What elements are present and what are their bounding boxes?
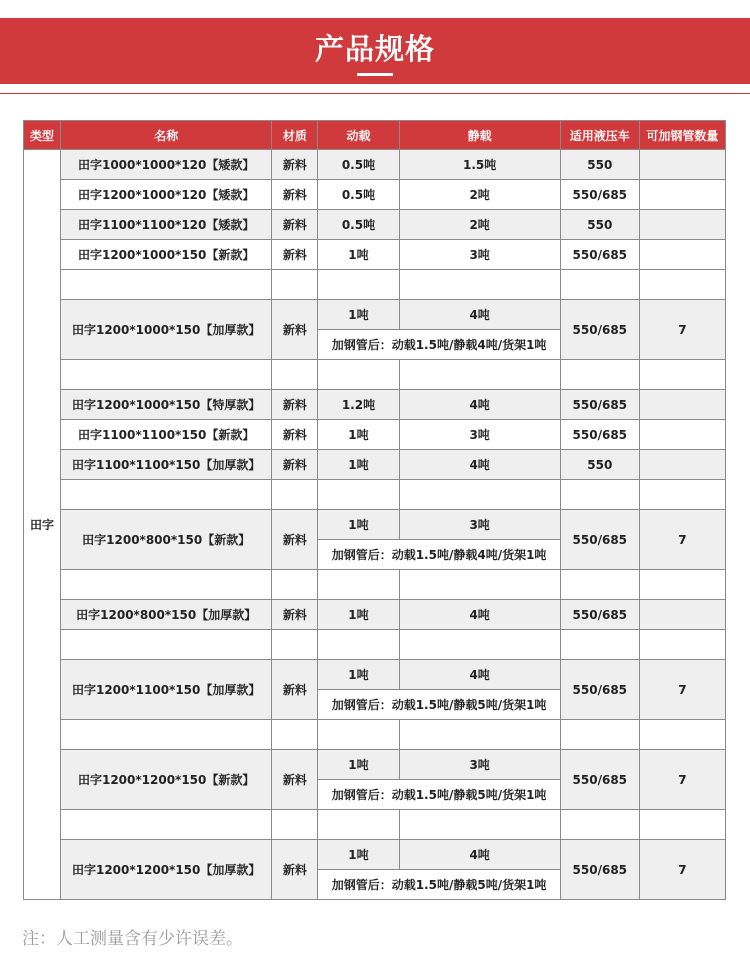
- steel-tube-note: 加钢管后：动载1.5吨/静载5吨/货架1吨: [318, 870, 560, 900]
- pallet-truck: 550/685: [560, 420, 639, 450]
- static-load: 3吨: [399, 510, 560, 540]
- spacer-cell: [318, 360, 399, 390]
- table-row: [24, 510, 726, 540]
- spacer-cell: [272, 270, 318, 300]
- dynamic-load: 1吨: [318, 840, 399, 870]
- material: 新料: [272, 840, 318, 900]
- table-row: [24, 210, 726, 240]
- material: 新料: [272, 390, 318, 420]
- header-type: 类型: [24, 121, 61, 150]
- spacer-cell: [61, 270, 272, 300]
- spacer-cell: [639, 480, 725, 510]
- static-load: 4吨: [399, 300, 560, 330]
- table-row: [24, 150, 726, 180]
- spacer-row: [24, 270, 726, 300]
- product-name: 田字1200*1200*150【加厚款】: [61, 840, 272, 900]
- pallet-truck: 550/685: [560, 600, 639, 630]
- product-name: 田字1200*1100*150【加厚款】: [61, 660, 272, 720]
- material: 新料: [272, 510, 318, 570]
- pallet-truck: 550/685: [560, 510, 639, 570]
- material: 新料: [272, 750, 318, 810]
- dynamic-load: 1吨: [318, 450, 399, 480]
- dynamic-load: 1吨: [318, 240, 399, 270]
- product-name: 田字1200*800*150【加厚款】: [61, 600, 272, 630]
- spacer-cell: [560, 570, 639, 600]
- steel-tube-count: [639, 600, 725, 630]
- table-body: [24, 150, 726, 900]
- material: 新料: [272, 180, 318, 210]
- static-load: 2吨: [399, 210, 560, 240]
- product-name: 田字1200*800*150【新款】: [61, 510, 272, 570]
- spacer-row: [24, 630, 726, 660]
- static-load: 1.5吨: [399, 150, 560, 180]
- spec-table: [23, 120, 726, 900]
- title-banner: [0, 18, 750, 84]
- spacer-cell: [399, 810, 560, 840]
- product-name: 田字1200*1000*150【特厚款】: [61, 390, 272, 420]
- table-row: [24, 390, 726, 420]
- steel-tube-note: 加钢管后：动载1.5吨/静载4吨/货架1吨: [318, 540, 560, 570]
- spacer-cell: [61, 360, 272, 390]
- steel-tube-count: [639, 420, 725, 450]
- dynamic-load: 0.5吨: [318, 180, 399, 210]
- spacer-cell: [639, 570, 725, 600]
- spacer-cell: [560, 630, 639, 660]
- dynamic-load: 1吨: [318, 600, 399, 630]
- spacer-row: [24, 810, 726, 840]
- header-dynamic-load: 动载: [318, 121, 399, 150]
- material: 新料: [272, 150, 318, 180]
- static-load: 3吨: [399, 240, 560, 270]
- table-row: [24, 660, 726, 690]
- spacer-row: [24, 720, 726, 750]
- table-row: [24, 450, 726, 480]
- spacer-cell: [318, 270, 399, 300]
- static-load: 2吨: [399, 180, 560, 210]
- spacer-cell: [560, 720, 639, 750]
- divider-line: [0, 93, 750, 94]
- steel-tube-count: [639, 390, 725, 420]
- dynamic-load: 1.2吨: [318, 390, 399, 420]
- dynamic-load: 0.5吨: [318, 150, 399, 180]
- steel-tube-note: 加钢管后：动载1.5吨/静载5吨/货架1吨: [318, 780, 560, 810]
- spacer-cell: [272, 360, 318, 390]
- pallet-truck: 550/685: [560, 390, 639, 420]
- footnote: 注：人工测量含有少许误差。: [22, 929, 243, 949]
- table-row: [24, 600, 726, 630]
- steel-tube-count: [639, 240, 725, 270]
- table-row: [24, 180, 726, 210]
- spacer-cell: [61, 720, 272, 750]
- page-title: 产品规格: [314, 32, 435, 66]
- static-load: 3吨: [399, 750, 560, 780]
- material: 新料: [272, 300, 318, 360]
- type-cell: 田字: [24, 150, 61, 900]
- spacer-cell: [272, 720, 318, 750]
- table-row: [24, 300, 726, 330]
- table-row: [24, 750, 726, 780]
- spacer-cell: [61, 480, 272, 510]
- spacer-cell: [399, 630, 560, 660]
- spacer-cell: [61, 570, 272, 600]
- product-name: 田字1100*1100*150【加厚款】: [61, 450, 272, 480]
- header-material: 材质: [272, 121, 318, 150]
- pallet-truck: 550/685: [560, 750, 639, 810]
- spacer-cell: [399, 360, 560, 390]
- spacer-cell: [318, 810, 399, 840]
- spacer-cell: [639, 630, 725, 660]
- pallet-truck: 550/685: [560, 180, 639, 210]
- material: 新料: [272, 450, 318, 480]
- pallet-truck: 550/685: [560, 300, 639, 360]
- table-header-row: [24, 121, 726, 150]
- steel-tube-note: 加钢管后：动载1.5吨/静载4吨/货架1吨: [318, 330, 560, 360]
- spacer-cell: [560, 270, 639, 300]
- dynamic-load: 1吨: [318, 750, 399, 780]
- product-name: 田字1200*1000*150【新款】: [61, 240, 272, 270]
- product-name: 田字1200*1000*120【矮款】: [61, 180, 272, 210]
- header-steel-tube-count: 可加钢管数量: [639, 121, 725, 150]
- steel-tube-count: 7: [639, 750, 725, 810]
- spacer-cell: [272, 480, 318, 510]
- static-load: 4吨: [399, 840, 560, 870]
- pallet-truck: 550/685: [560, 660, 639, 720]
- steel-tube-count: [639, 210, 725, 240]
- product-name: 田字1100*1100*120【矮款】: [61, 210, 272, 240]
- steel-tube-count: [639, 150, 725, 180]
- spacer-cell: [272, 570, 318, 600]
- spacer-cell: [639, 810, 725, 840]
- dynamic-load: 1吨: [318, 660, 399, 690]
- spacer-cell: [399, 480, 560, 510]
- static-load: 4吨: [399, 660, 560, 690]
- header-name: 名称: [61, 121, 272, 150]
- material: 新料: [272, 660, 318, 720]
- steel-tube-note: 加钢管后：动载1.5吨/静载5吨/货架1吨: [318, 690, 560, 720]
- spacer-row: [24, 360, 726, 390]
- steel-tube-count: 7: [639, 510, 725, 570]
- steel-tube-count: 7: [639, 660, 725, 720]
- steel-tube-count: [639, 450, 725, 480]
- table-row: [24, 420, 726, 450]
- header-static-load: 静载: [399, 121, 560, 150]
- dynamic-load: 0.5吨: [318, 210, 399, 240]
- material: 新料: [272, 600, 318, 630]
- spacer-cell: [61, 810, 272, 840]
- product-name: 田字1100*1100*150【新款】: [61, 420, 272, 450]
- spacer-cell: [272, 630, 318, 660]
- steel-tube-count: 7: [639, 840, 725, 900]
- spacer-cell: [399, 720, 560, 750]
- table-row: [24, 240, 726, 270]
- pallet-truck: 550: [560, 210, 639, 240]
- spacer-cell: [639, 360, 725, 390]
- table-row: [24, 840, 726, 870]
- static-load: 4吨: [399, 450, 560, 480]
- spacer-cell: [318, 480, 399, 510]
- spacer-cell: [560, 480, 639, 510]
- spacer-cell: [318, 630, 399, 660]
- steel-tube-count: [639, 180, 725, 210]
- static-load: 4吨: [399, 390, 560, 420]
- spacer-cell: [318, 570, 399, 600]
- spacer-cell: [560, 360, 639, 390]
- spacer-cell: [639, 720, 725, 750]
- header-pallet-truck: 适用液压车: [560, 121, 639, 150]
- spacer-row: [24, 570, 726, 600]
- product-name: 田字1200*1000*150【加厚款】: [61, 300, 272, 360]
- spacer-cell: [399, 270, 560, 300]
- spacer-cell: [399, 570, 560, 600]
- material: 新料: [272, 420, 318, 450]
- spacer-cell: [61, 630, 272, 660]
- steel-tube-count: 7: [639, 300, 725, 360]
- pallet-truck: 550: [560, 450, 639, 480]
- spacer-cell: [318, 720, 399, 750]
- dynamic-load: 1吨: [318, 510, 399, 540]
- title-underline: [357, 73, 393, 76]
- pallet-truck: 550: [560, 150, 639, 180]
- spacer-cell: [639, 270, 725, 300]
- dynamic-load: 1吨: [318, 300, 399, 330]
- spacer-row: [24, 480, 726, 510]
- product-name: 田字1200*1200*150【新款】: [61, 750, 272, 810]
- dynamic-load: 1吨: [318, 420, 399, 450]
- spacer-cell: [272, 810, 318, 840]
- material: 新料: [272, 210, 318, 240]
- pallet-truck: 550/685: [560, 840, 639, 900]
- product-name: 田字1000*1000*120【矮款】: [61, 150, 272, 180]
- spacer-cell: [560, 810, 639, 840]
- static-load: 3吨: [399, 420, 560, 450]
- static-load: 4吨: [399, 600, 560, 630]
- material: 新料: [272, 240, 318, 270]
- pallet-truck: 550/685: [560, 240, 639, 270]
